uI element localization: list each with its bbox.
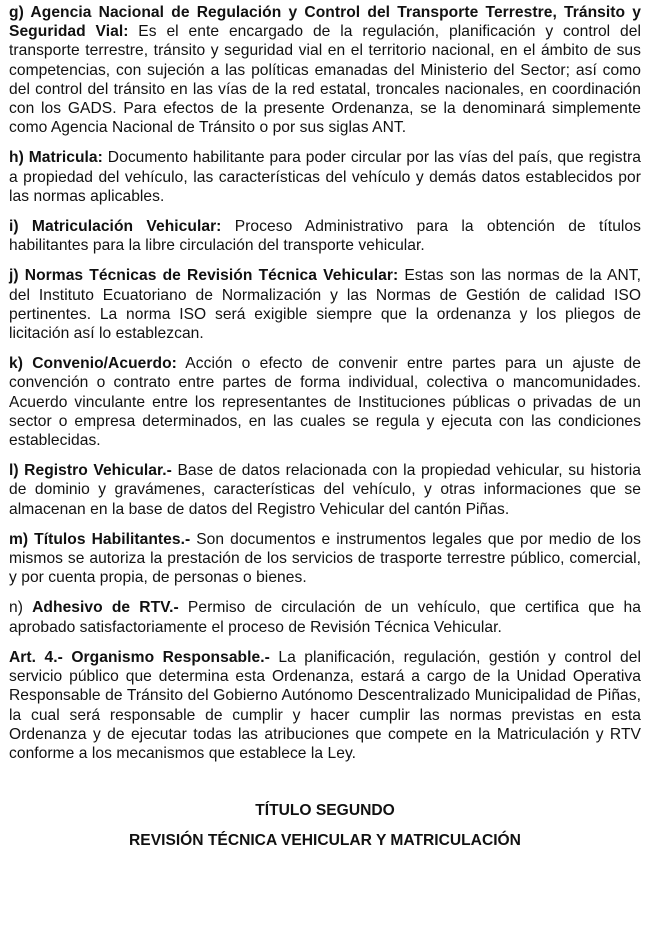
definition-i bbox=[9, 217, 641, 255]
term-l: l) Registro Vehicular.- bbox=[9, 462, 172, 480]
text-j: Estas son las normas de la ANT, del Instituto Ecuatoriano de Normalización y las Normas de Gestión de calidad ISO pertinentes. La norma ISO será exigible siempre que la ordenanza y los pliegos de licitación así lo establezcan. bbox=[9, 267, 641, 343]
definition-l bbox=[9, 461, 641, 519]
definition-g bbox=[9, 3, 641, 137]
article-4-heading: Art. 4.- Organismo Responsable.- bbox=[9, 648, 270, 666]
term-g: g) Agencia Nacional de Regulación y Control del Transporte Terrestre, Tránsito y Seguridad Vial: bbox=[9, 4, 641, 41]
subtitle-heading: REVISIÓN TÉCNICA VEHICULAR Y MATRICULACIÓN bbox=[129, 832, 521, 850]
text-n: Permiso de circulación de un vehículo, que certifica que ha aprobado satisfactoriamente el proceso de Revisión Técnica Vehicular. bbox=[9, 599, 642, 636]
term-m: m) Títulos Habilitantes.- bbox=[9, 530, 191, 548]
term-i: i) Matriculación Vehicular: bbox=[9, 218, 222, 236]
prefix-n: n) bbox=[9, 599, 33, 617]
article-4-text: La planificación, regulación, gestión y control del servicio público que determina esta Ordenanza, estará a cargo de la Unidad Operativa Responsable de Tránsito del Gobierno Autónomo Descentralizado Municipalidad de Piñas, la cual será responsable de cumplir y hacer cumplir las normas previstas en esta Ordenanza y de ejecutar todas las atribuciones que compete en la Matriculación y RTV conforme a los mecanismos que establece la Ley. bbox=[9, 648, 641, 762]
term-k: k) Convenio/Acuerdo: bbox=[9, 355, 177, 373]
title-heading: TÍTULO SEGUNDO bbox=[255, 802, 395, 820]
text-i: Proceso Administrativo para la obtención de títulos habilitantes para la libre circulación del transporte vehicular. bbox=[9, 218, 641, 255]
text-l: Base de datos relacionada con la propiedad vehicular, su historia de dominio y gravámenes, características del vehículo, y otras informaciones que se almacenan en la base de datos del Registro Vehicular del cantón Piñas. bbox=[9, 462, 641, 518]
term-h: h) Matricula: bbox=[9, 149, 103, 167]
term-j: j) Normas Técnicas de Revisión Técnica Vehicular: bbox=[9, 267, 399, 285]
definition-h bbox=[9, 148, 641, 206]
article-4 bbox=[9, 648, 641, 763]
term-n: Adhesivo de RTV.- bbox=[32, 599, 179, 617]
text-k: Acción o efecto de convenir entre partes para un ajuste de convención o contrato entre partes de forma individual, colectiva o mancomunidades. Acuerdo vinculante entre los representantes de Instituciones públicas o privadas de un sector o empresa determinados, en las cuales se regula y ejecuta con las condiciones establecidas. bbox=[9, 355, 641, 450]
text-h: Documento habilitante para poder circular por las vías del país, que registra a propiedad del vehículo, las características del vehículo y demás datos establecidos por las normas aplicables. bbox=[9, 149, 641, 205]
text-m: Son documentos e instrumentos legales que por medio de los mismos se autoriza la prestación de los servicios de trasporte terrestre público, comercial, y por cuenta propia, de personas o bienes. bbox=[9, 530, 641, 587]
definition-j bbox=[9, 266, 641, 343]
text-g: Es el ente encargado de la regulación, planificación y control del transporte terrestre, tránsito y seguridad vial en el territorio nacional, en el ámbito de sus competencias, con sujeción a las políticas emanadas del Ministerio del Sector; así como del control del tránsito en las vías de la red estatal, troncales nacionales, en coordinación con los GADS. Para efectos de la presente Ordenanza, se la denominará simplemente como Agencia Nacional de Tránsito o por sus siglas ANT. bbox=[9, 23, 641, 137]
definition-k bbox=[9, 354, 641, 450]
definition-m bbox=[9, 530, 641, 588]
definition-n bbox=[9, 598, 641, 636]
